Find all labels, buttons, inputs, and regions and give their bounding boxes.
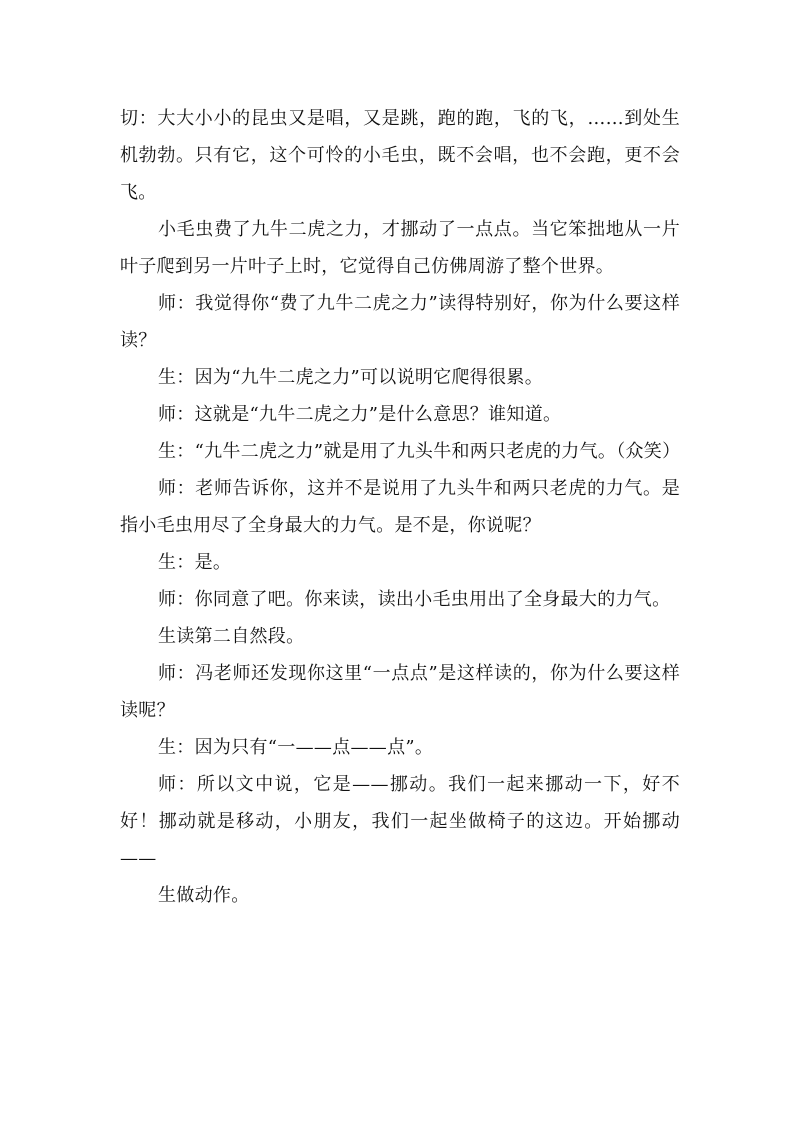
document-body: [120, 100, 680, 914]
paragraph-1: 切：大大小小的昆虫又是唱，又是跳，跑的跑，飞的飞，……到处生机勃勃。只有它，这个可怜的小毛虫，既不会唱，也不会跑，更不会飞。: [120, 108, 680, 203]
paragraph-6: 生：“九牛二虎之力”就是用了九头牛和两只老虎的力气。（众笑）: [158, 441, 681, 462]
paragraph-12: 生：因为只有“一——点——点”。: [158, 737, 434, 758]
paragraph-3: 师：我觉得你“费了九牛二虎之力”读得特别好，你为什么要这样读？: [120, 293, 680, 351]
paragraph-2: 小毛虫费了九牛二虎之力，才挪动了一点点。当它笨拙地从一片叶子爬到另一片叶子上时，它觉得自己仿佛周游了整个世界。: [120, 219, 680, 277]
paragraph-5: 师：这就是“九牛二虎之力”是什么意思？谁知道。: [158, 404, 562, 425]
paragraph-10: 生读第二自然段。: [158, 626, 305, 647]
paragraph-14: 生做动作。: [158, 885, 250, 906]
paragraph-9: 师：你同意了吧。你来读，读出小毛虫用出了全身最大的力气。: [158, 589, 671, 610]
paragraph-13: 师：所以文中说，它是——挪动。我们一起来挪动一下，好不好！挪动就是移动，小朋友，我们一起坐做椅子的这边。开始挪动——: [120, 774, 680, 869]
paragraph-4: 生：因为“九牛二虎之力”可以说明它爬得很累。: [158, 367, 544, 388]
paragraph-11: 师：冯老师还发现你这里“一点点”是这样读的，你为什么要这样读呢？: [120, 663, 680, 721]
paragraph-7: 师：老师告诉你，这并不是说用了九头牛和两只老虎的力气。是指小毛虫用尽了全身最大的力气。是不是，你说呢？: [120, 478, 680, 536]
paragraph-8: 生：是。: [158, 552, 232, 573]
